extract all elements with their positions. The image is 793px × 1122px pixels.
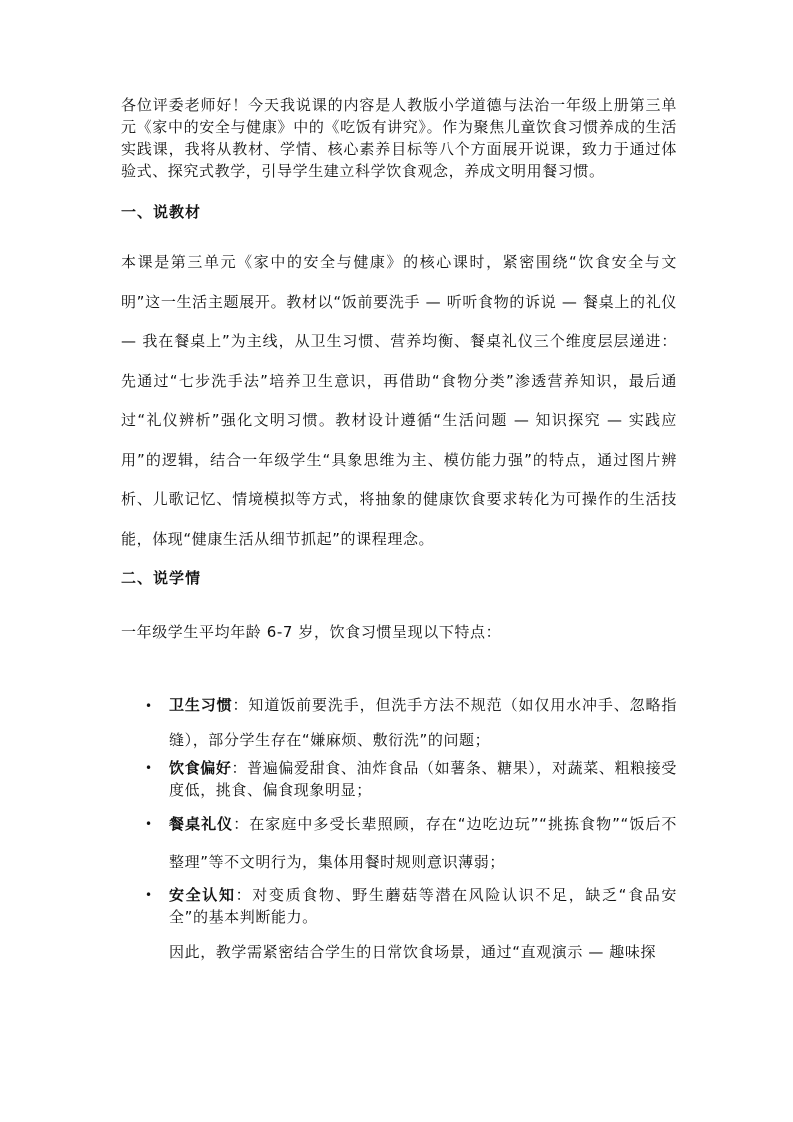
students-intro-paragraph: 一年级学生平均年龄 6-7 岁，饮食习惯呈现以下特点： — [121, 623, 502, 641]
list-item-body: ：对变质食物、野生蘑菇等潜在风险认识不足，缺乏“食品安全”的基本判断能力。 — [169, 886, 677, 926]
list-item-text — [169, 757, 677, 801]
section-heading-textbook: 一、说教材 — [121, 203, 202, 221]
list-item-body: ：在家庭中多受长辈照顾，存在“边吃边玩”“挑拣食物”“饭后不整理”等不文明行为，集体用餐时规则意识薄弱； — [169, 815, 678, 871]
bullet-icon: • — [145, 888, 153, 902]
list-item-text — [169, 688, 677, 758]
bullet-icon: • — [145, 761, 153, 775]
list-item-label: 饮食偏好 — [169, 759, 232, 777]
intro-paragraph: 各位评委老师好！今天我说课的内容是人教版小学道德与法治一年级上册第三单元《家中的安全与健康》中的《吃饭有讲究》。作为聚焦儿童饮食习惯养成的生活实践课，我将从教材、学情、核心素养目标等八个方面展开说课，致力于通过体验式、探究式教学，引导学生建立科学饮食观念，养成文明用餐习惯。 — [121, 96, 677, 180]
list-item-body: ：普遍偏爱甜食、油炸食品（如薯条、糖果），对蔬菜、粗粮接受度低，挑食、偏食现象明显； — [169, 759, 678, 799]
list-item-label: 安全认知 — [169, 886, 236, 904]
students-conclusion-paragraph: 因此，教学需紧密结合学生的日常饮食场景，通过“直观演示 — 趣味探 — [169, 943, 657, 961]
textbook-paragraph: 本课是第三单元《家中的安全与健康》的核心课时，紧密围绕“饮食安全与文明”这一生活主题展开。教材以“饭前要洗手 — 听听食物的诉说 — 餐桌上的礼仪 — 我在餐桌上”为主线，从卫生习惯、营养均衡、餐桌礼仪三个维度层层递进：先通过“七步洗手法”培养卫生意识，再借助“食物分类”渗透营养知识，最后通过“礼仪辨析”强化文明习惯。教材设计遵循“生活问题 — 知识探究 — 实践应用”的逻辑，结合一年级学生“具象思维为主、模仿能力强”的特点，通过图片辨析、儿歌记忆、情境模拟等方式，将抽象的健康饮食要求转化为可操作的生活技能，体现“健康生活从细节抓起”的课程理念。 — [121, 253, 677, 548]
list-item-text — [169, 884, 677, 928]
list-item-label: 餐桌礼仪 — [169, 815, 234, 833]
list-item-label: 卫生习惯 — [169, 696, 233, 714]
bullet-icon: • — [145, 699, 153, 713]
list-item-text — [169, 805, 677, 881]
list-item-body: ：知道饭前要洗手，但洗手方法不规范（如仅用水冲手、忽略指缝），部分学生存在“嫌麻烦、敷衍洗”的问题； — [169, 696, 677, 749]
bullet-icon: • — [145, 817, 153, 831]
section-heading-students: 二、说学情 — [121, 569, 202, 587]
